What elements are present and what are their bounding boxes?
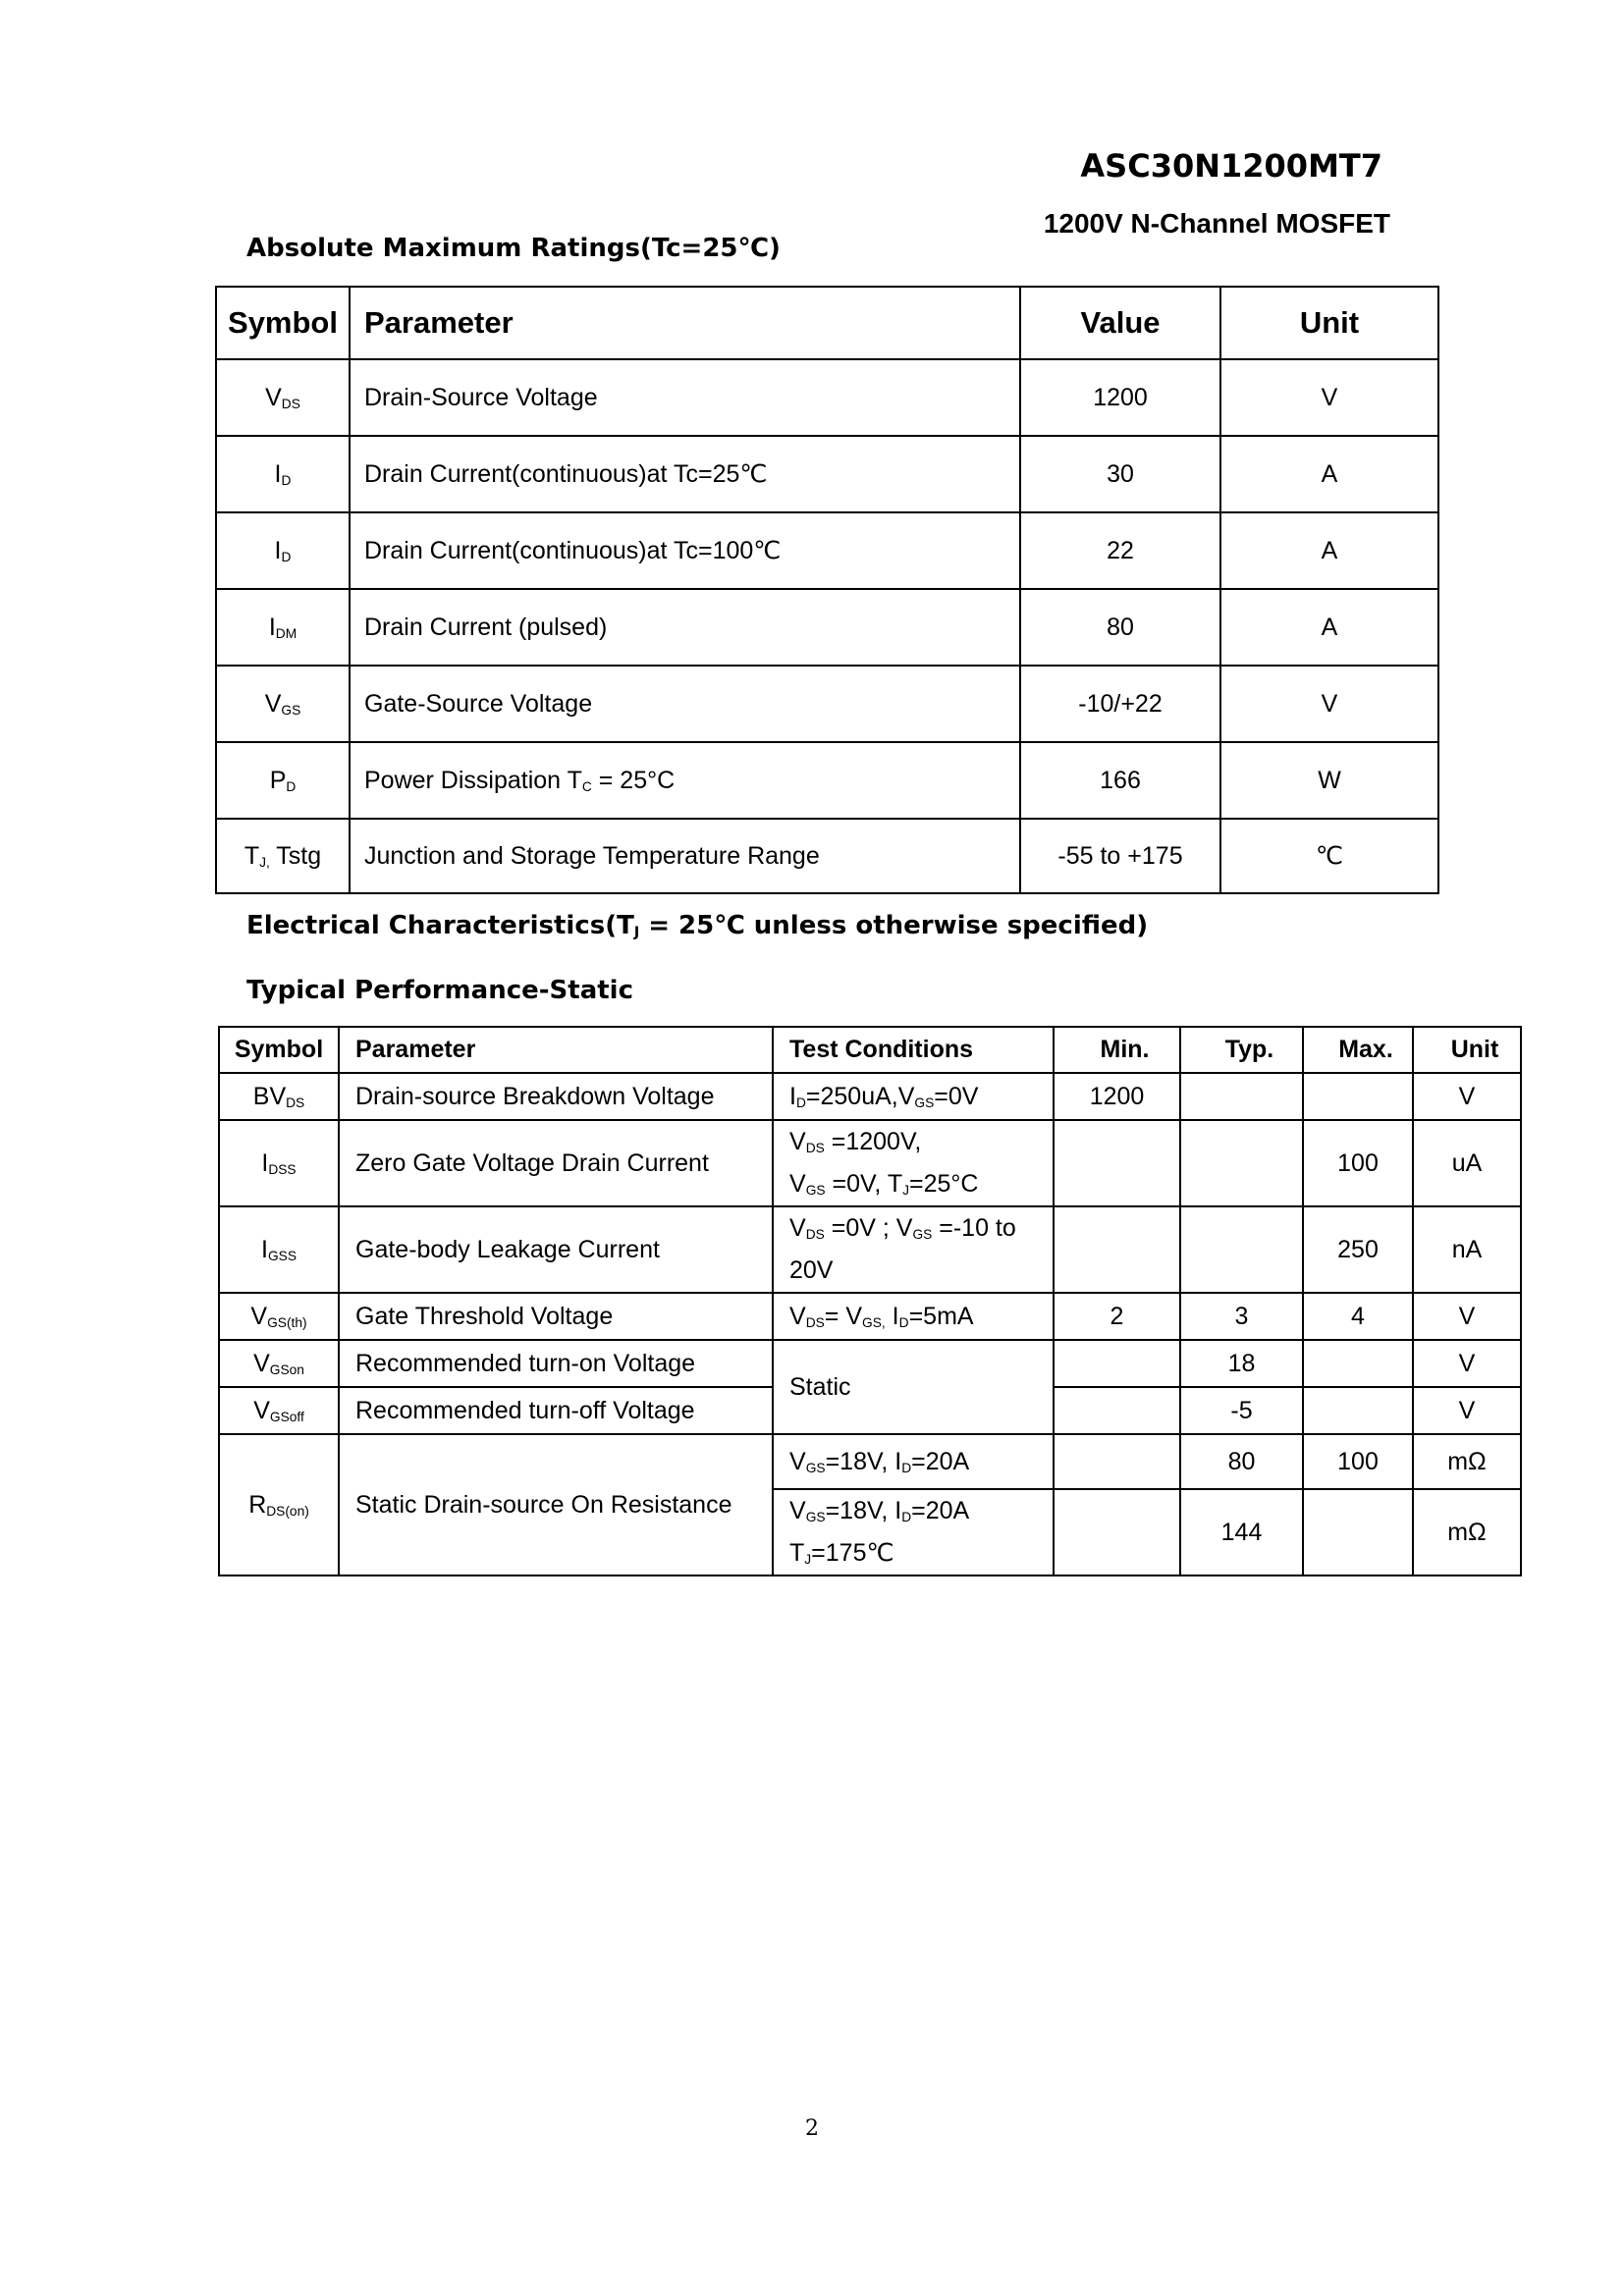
typ-cell [1180,1206,1303,1293]
max-cell [1303,1387,1413,1434]
symbol-cell: $BV_{DS}$ [219,1073,339,1120]
unit-cell: W [1220,742,1438,819]
typ-cell [1180,1120,1303,1206]
col-unit: Unit [1220,287,1438,359]
col-test-conditions: Test Conditions [773,1027,1054,1073]
value-cell: 22 [1020,512,1220,589]
test-condition-cell: $V_{GS}=18V$, $I_D=20A$ $T_J=175℃$ [773,1489,1054,1575]
table-row [216,819,1438,893]
unit-cell: V [1413,1387,1521,1434]
col-min: Min. [1054,1027,1180,1073]
max-cell: 100 [1303,1434,1413,1489]
table-row [216,666,1438,742]
min-cell [1054,1120,1180,1206]
test-condition-cell: $I_D=250uA,V_{GS}=0V$ [773,1073,1054,1120]
table-row [216,436,1438,512]
symbol-cell: $V_{GS(th)}$ [219,1293,339,1340]
unit-cell: V [1413,1293,1521,1340]
max-cell [1303,1073,1413,1120]
value-cell: 80 [1020,589,1220,666]
table-row [219,1206,1521,1293]
table-row [216,512,1438,589]
col-value: Value [1020,287,1220,359]
parameter-cell: Gate-body Leakage Current [339,1206,773,1293]
table-row [219,1293,1521,1340]
parameter-cell: Zero Gate Voltage Drain Current [339,1120,773,1206]
value-cell: 166 [1020,742,1220,819]
parameter-cell: Gate Threshold Voltage [339,1293,773,1340]
symbol-cell: $V_{DS}$ [216,359,350,436]
max-cell: 100 [1303,1120,1413,1206]
parameter-cell: Drain Current(continuous)at Tc=25℃ [350,436,1020,512]
typ-cell: 3 [1180,1293,1303,1340]
parameter-cell: Drain Current(continuous)at Tc=100℃ [350,512,1020,589]
symbol-cell: $R_{DS(on)}$ [219,1434,339,1575]
unit-cell: A [1220,436,1438,512]
static-section-title: Typical Performance-Static [246,976,633,1005]
typ-cell: -5 [1180,1387,1303,1434]
typ-cell: 80 [1180,1434,1303,1489]
unit-cell: uA [1413,1120,1521,1206]
symbol-cell: $I_{GSS}$ [219,1206,339,1293]
unit-cell: ℃ [1220,819,1438,893]
unit-cell: mΩ [1413,1434,1521,1489]
symbol-cell: $I_D$ [216,512,350,589]
unit-cell: V [1413,1340,1521,1387]
unit-cell: V [1220,666,1438,742]
unit-cell: mΩ [1413,1489,1521,1575]
parameter-cell: Drain-source Breakdown Voltage [339,1073,773,1120]
test-condition-cell: $V_{DS} =0V$ ; $V_{GS} =-10$ to 20V [773,1206,1054,1293]
max-cell [1303,1489,1413,1575]
symbol-cell: $I_{DM}$ [216,589,350,666]
max-cell [1303,1340,1413,1387]
device-subtitle: 1200V N-Channel MOSFET [1043,208,1390,239]
min-cell [1054,1340,1180,1387]
parameter-cell: Recommended turn-on Voltage [339,1340,773,1387]
symbol-cell: $V_{GSon}$ [219,1340,339,1387]
typ-cell: 18 [1180,1340,1303,1387]
part-number: ASC30N1200MT7 [1080,147,1382,185]
min-cell: 1200 [1054,1073,1180,1120]
page-number: 2 [805,2116,819,2141]
parameter-cell: Power Dissipation $T_C = 25^\circ C$ [350,742,1020,819]
table-row [216,742,1438,819]
col-symbol: Symbol [216,287,350,359]
typ-cell: 144 [1180,1489,1303,1575]
col-typ: Typ. [1180,1027,1303,1073]
typ-cell [1180,1073,1303,1120]
table-row [216,589,1438,666]
table-header-row [219,1027,1521,1073]
symbol-cell: $T_{J,}$ Tstg [216,819,350,893]
symbol-cell: $V_{GS}$ [216,666,350,742]
parameter-cell: Drain Current (pulsed) [350,589,1020,666]
test-condition-cell: $V_{GS}=18V$, $I_D=20A$ [773,1434,1054,1489]
col-symbol: Symbol [219,1027,339,1073]
unit-cell: A [1220,512,1438,589]
col-max: Max. [1303,1027,1413,1073]
unit-cell: nA [1413,1206,1521,1293]
min-cell [1054,1489,1180,1575]
min-cell [1054,1206,1180,1293]
symbol-cell: $P_D$ [216,742,350,819]
min-cell [1054,1434,1180,1489]
parameter-cell: Static Drain-source On Resistance [339,1434,773,1575]
parameter-cell: Drain-Source Voltage [350,359,1020,436]
max-cell: 4 [1303,1293,1413,1340]
test-condition-cell: Static [773,1340,1054,1434]
abs-max-title: Absolute Maximum Ratings(Tc=25℃) [246,234,781,263]
value-cell: 1200 [1020,359,1220,436]
table-row [219,1120,1521,1206]
col-parameter: Parameter [350,287,1020,359]
test-condition-cell: $V_{DS} =1200V$, $V_{GS} =0V$, $T_J=25^\circ C$ [773,1120,1054,1206]
unit-cell: A [1220,589,1438,666]
min-cell: 2 [1054,1293,1180,1340]
abs-max-table [215,286,1439,894]
symbol-cell: $V_{GSoff}$ [219,1387,339,1434]
table-row [219,1073,1521,1120]
symbol-cell: $I_{DSS}$ [219,1120,339,1206]
table-row [219,1434,1521,1489]
unit-cell: V [1413,1073,1521,1120]
max-cell: 250 [1303,1206,1413,1293]
parameter-cell: Recommended turn-off Voltage [339,1387,773,1434]
value-cell: 30 [1020,436,1220,512]
table-header-row [216,287,1438,359]
symbol-cell: $I_D$ [216,436,350,512]
parameter-cell: Junction and Storage Temperature Range [350,819,1020,893]
test-condition-cell: $V_{DS}= V_{GS,}$ $I_D=5mA$ [773,1293,1054,1340]
min-cell [1054,1387,1180,1434]
col-unit: Unit [1413,1027,1521,1073]
col-parameter: Parameter [339,1027,773,1073]
electrical-title: Electrical $Characteristics(T_J$ = 25℃ unless otherwise specified) [246,911,1149,940]
static-table [218,1026,1522,1576]
value-cell: -55 to +175 [1020,819,1220,893]
table-row [216,359,1438,436]
parameter-cell: Gate-Source Voltage [350,666,1020,742]
table-row [219,1340,1521,1387]
unit-cell: V [1220,359,1438,436]
value-cell: -10/+22 [1020,666,1220,742]
